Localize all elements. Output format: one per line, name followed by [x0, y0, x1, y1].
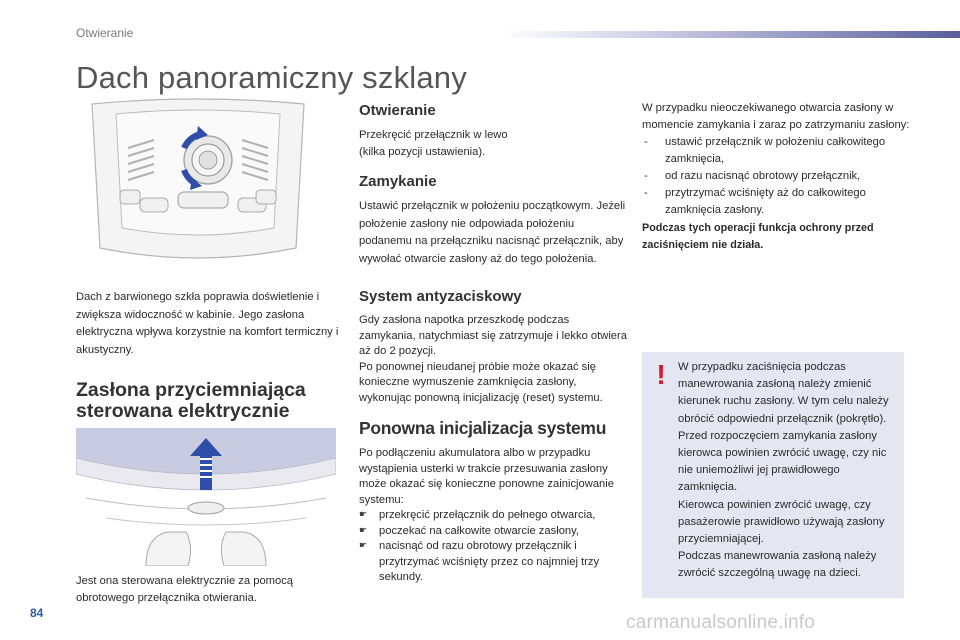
opening-text-line1: Przekręcić przełącznik w lewo	[359, 129, 508, 141]
page-title: Dach panoramiczny szklany	[76, 60, 467, 95]
roof-console-illustration	[80, 98, 316, 282]
header-bar	[500, 31, 960, 38]
blind-caption: Jest ona sterowana elektrycznie za pomocą obrotowego przełącznika otwierania.	[76, 575, 294, 604]
warning-text	[678, 359, 900, 583]
watermark: carmanualsonline.info	[626, 612, 816, 633]
opening-text-line2: (kilka pozycji ustawienia).	[359, 146, 486, 158]
reinit-heading: Ponowna inicjalizacja systemu	[359, 418, 607, 439]
warning-paragraph: W przypadku zaciśnięcia podczas manewrowania zasłoną należy zmienić kierunek ruchu zasłony. W tym celu należy obrócić odpowiedni przełącznik (pokrętło).	[678, 361, 889, 425]
middle-column	[359, 102, 627, 586]
step-item: - od razu nacisnąć obrotowy przełącznik,	[642, 168, 910, 185]
blind-heading	[76, 380, 306, 422]
reinit-steps	[359, 508, 627, 586]
right-column	[642, 100, 910, 253]
reinit-step: ☛ poczekać na całkowite otwarcie zasłony,	[359, 524, 627, 540]
intro-paragraph: Dach z barwionego szkła poprawia doświetlenie i zwiększa widoczność w kabinie. Jego zasłona elektryczna wpływa korzystnie na komfort termiczny i akustyczny.	[76, 291, 339, 356]
page-number: 84	[30, 606, 44, 620]
unexpected-opening-text: W przypadku nieoczekiwanego otwarcia zasłony w momencie zamykania i zaraz po zatrzymaniu zasłony:	[642, 102, 910, 131]
opening-text	[359, 127, 627, 161]
warning-box	[642, 352, 904, 598]
opening-section	[359, 102, 627, 161]
anti-pinch-section	[359, 288, 627, 406]
car-interior-illustration	[76, 428, 336, 566]
unexpected-opening-steps	[642, 134, 910, 219]
blind-heading-line1: Zasłona przyciemniająca	[76, 379, 306, 401]
section-label: Otwieranie	[76, 26, 134, 40]
closing-text: Ustawić przełącznik w położeniu początkowym. Jeżeli położenie zasłony nie odpowiada położeniu podanemu na przełączniku nacisnąć przełącznik, aby wywołać otwarcie zasłony aż do tego położenia.	[359, 200, 626, 265]
anti-pinch-text-1: Gdy zasłona napotka przeszkodę podczas zamykania, natychmiast się zatrzymuje i lekko otwiera aż do 2 pozycji.	[359, 314, 627, 358]
anti-pinch-text-2: Po ponownej nieudanej próbie może okazać się konieczne wymuszenie zamknięcia zasłony, wykonując ponowną inicjalizację (reset) systemu.	[359, 360, 603, 404]
blind-heading-line2: sterowana elektrycznie	[76, 400, 290, 422]
anti-pinch-heading: System antyzaciskowy	[359, 288, 522, 306]
reinit-text: Po podłączeniu akumulatora albo w przypadku wystąpienia usterki w trakcie przesuwania zasłony może okazać się konieczne ponowne zainicjowanie systemu:	[359, 447, 614, 506]
reinit-step: ☛ przekręcić przełącznik do pełnego otwarcia,	[359, 508, 627, 524]
warning-icon: !	[656, 359, 666, 390]
protection-note: Podczas tych operacji funkcja ochrony przed zaciśnięciem nie działa.	[642, 222, 874, 251]
reinit-step: ☛ nacisnąć od razu obrotowy przełącznik i przytrzymać wciśnięty przez co najmniej trzy sekundy.	[359, 539, 627, 586]
warning-paragraph: Podczas manewrowania zasłoną należy zwrócić szczególną uwagę na dzieci.	[678, 550, 877, 580]
opening-heading: Otwieranie	[359, 102, 436, 119]
warning-paragraph: Przed rozpoczęciem zamykania zasłony kierowca powinien zwrócić uwagę, czy nic nie uniemożliwi jej prawidłowego zamknięcia.	[678, 429, 887, 494]
warning-paragraph: Kierowca powinien zwrócić uwagę, czy pasażerowie prawidłowo używają zasłony przyciemniającej.	[678, 498, 885, 546]
closing-heading: Zamykanie	[359, 173, 437, 190]
step-item: - ustawić przełącznik w położeniu całkowitego zamknięcia,	[642, 134, 910, 168]
closing-section	[359, 173, 627, 268]
step-item: - przytrzymać wciśnięty aż do całkowitego zamknięcia zasłony.	[642, 185, 910, 219]
reinit-section	[359, 418, 627, 586]
